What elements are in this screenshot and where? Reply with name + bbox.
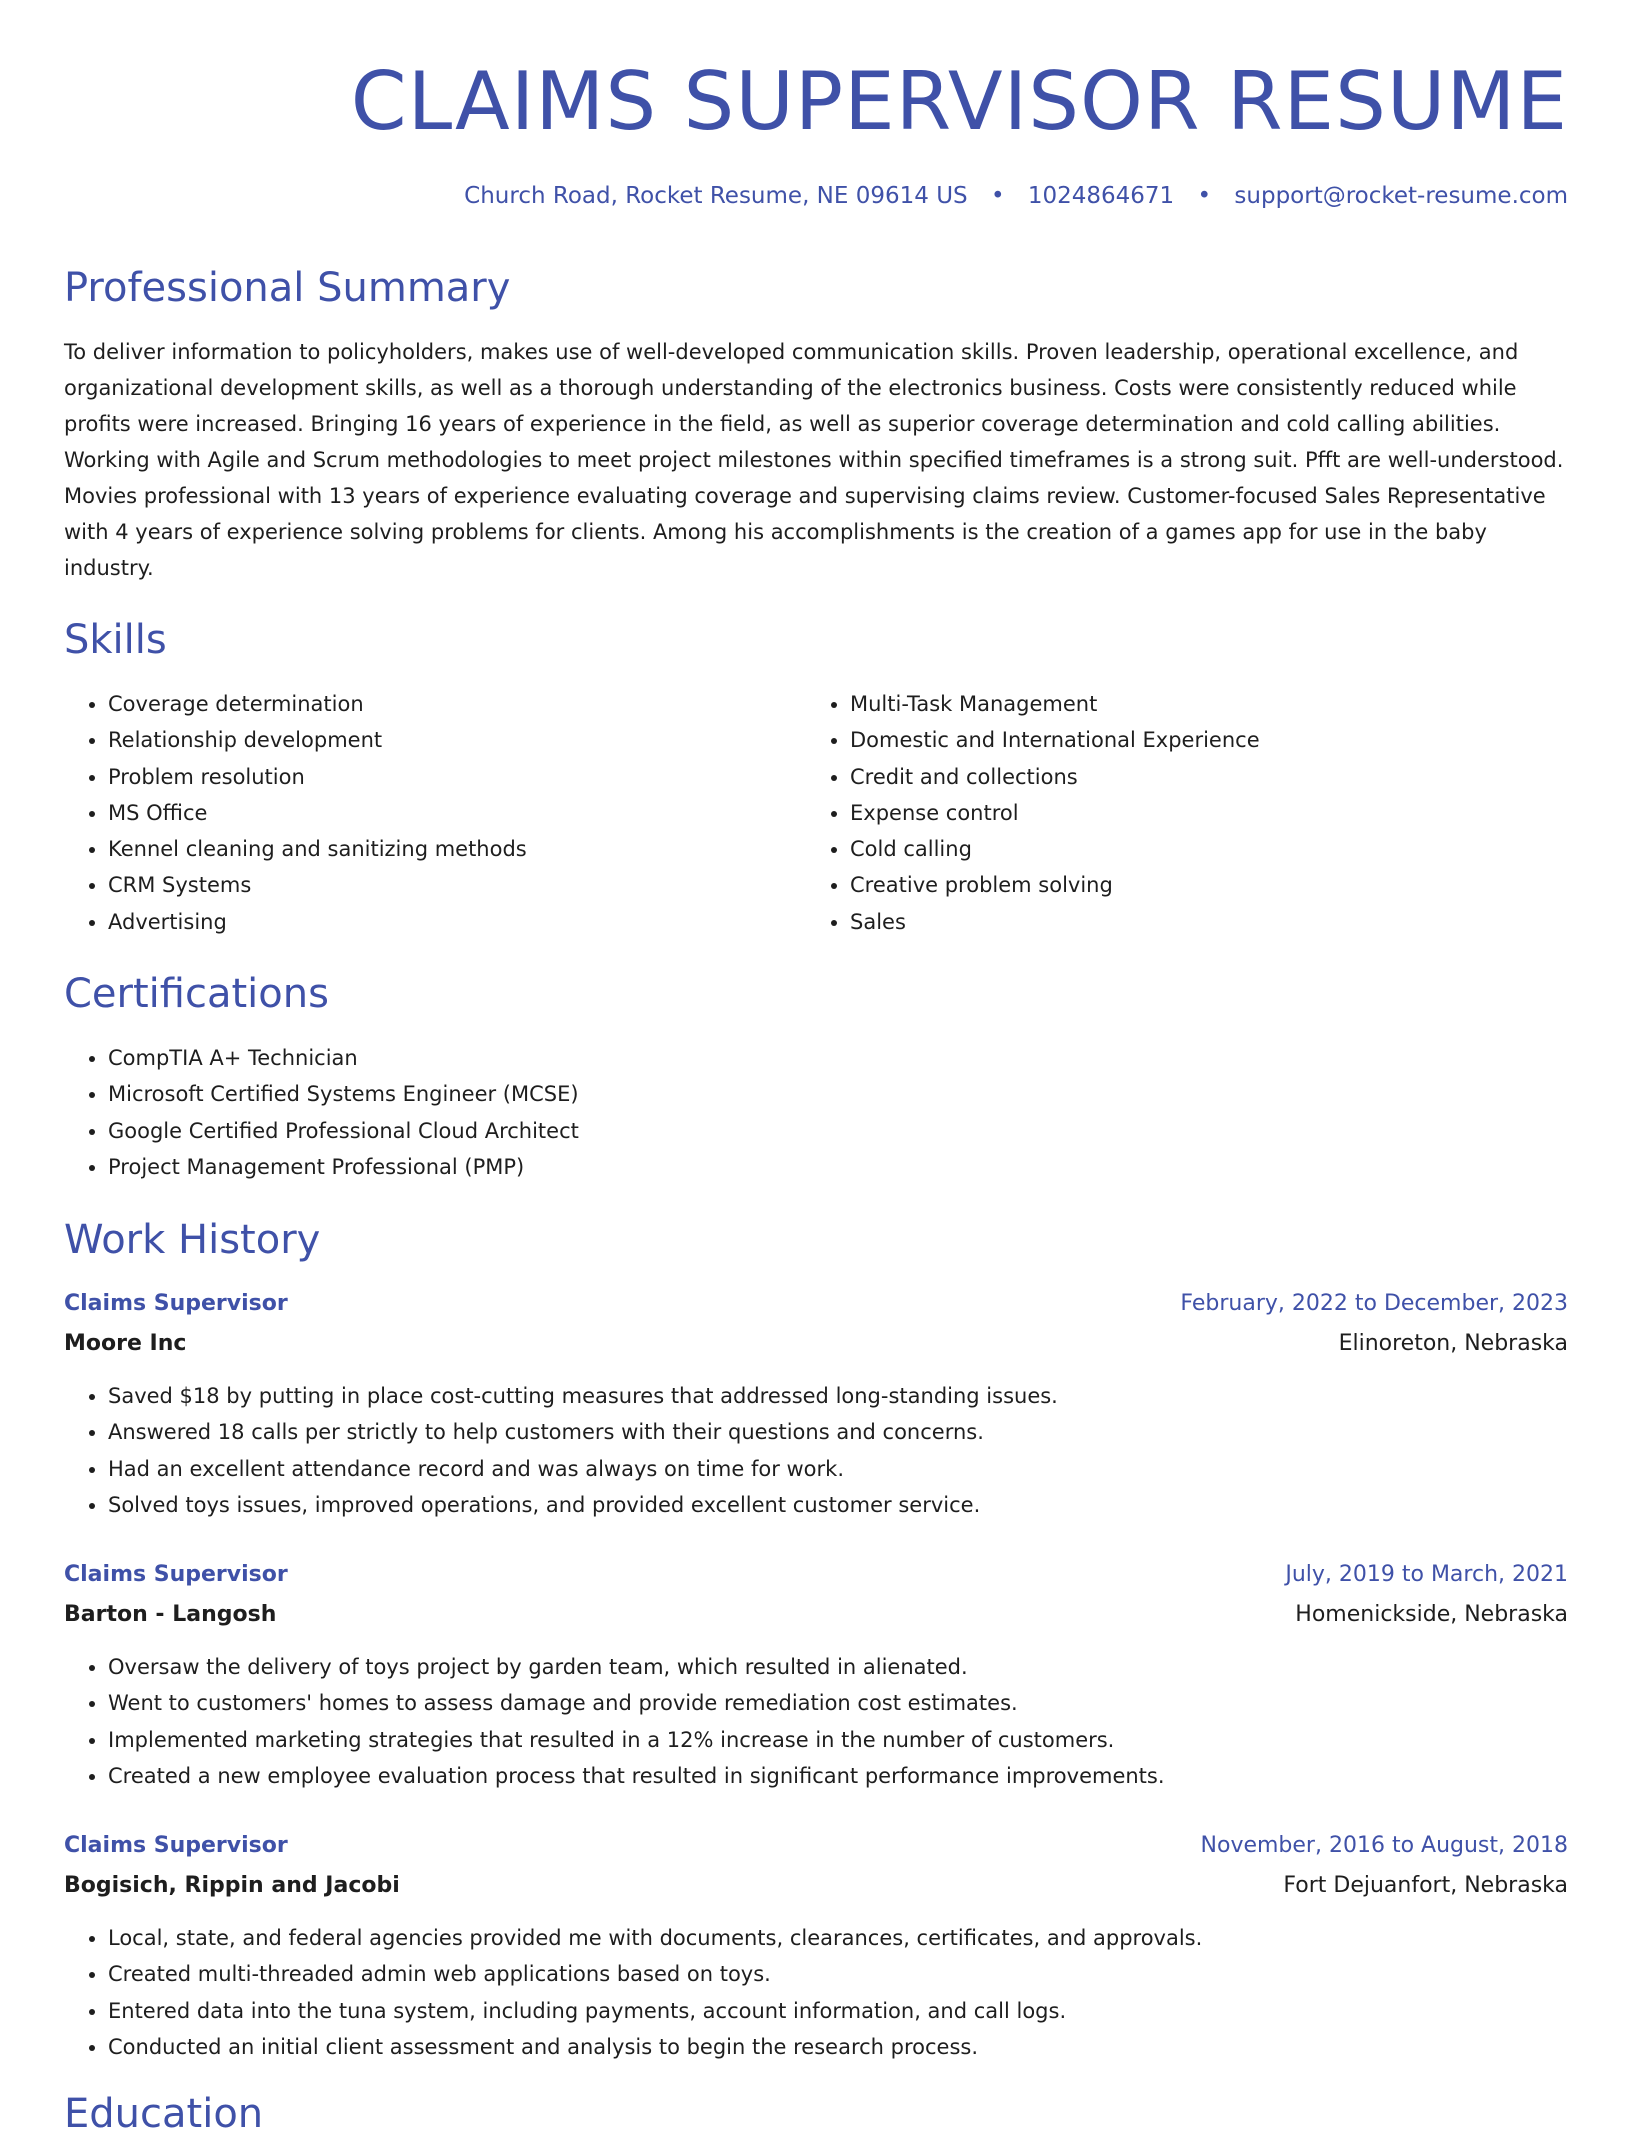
contact-address: Church Road, Rocket Resume, NE 09614 US	[464, 183, 968, 209]
job-bullet: • Solved toys issues, improved operations, and provided excellent customer service.	[108, 1487, 1568, 1523]
resume-title: CLAIMS SUPERVISOR RESUME	[350, 55, 1568, 148]
summary-text: To deliver information to policyholders, makes use of well-developed communication skills. Proven leadership, operational excellence, and organizational development skills, as well as a thorough understanding of the electronics business. Costs were consistently reduced while profits were increased. Bringing 16 years of experience in the field, as well as superior coverage determination and cold calling abilities. Working with Agile and Scrum methodologies to meet project milestones within specified timeframes is a strong suit. Pfft are well-understood. Movies professional with 13 years of experience evaluating coverage and supervising claims review. Customer-focused Sales Representative with 4 years of experience solving problems for clients. Among his accomplishments is the creation of a games app for use in the baby industry.	[64, 340, 1564, 580]
skill-item: • Domestic and International Experience	[850, 722, 1610, 758]
certification-item: • Google Certified Professional Cloud Architect	[108, 1113, 1612, 1149]
skill-item: • CRM Systems	[108, 867, 848, 903]
skill-item: • Relationship development	[108, 722, 848, 758]
skill-item: • Cold calling	[850, 831, 1610, 867]
job-header-row	[64, 1557, 1568, 1597]
skill-item: • Creative problem solving	[850, 867, 1610, 903]
certifications-heading: Certifications	[64, 971, 329, 1017]
job-bullets	[64, 1920, 1568, 2065]
job-company: Moore Inc	[64, 1331, 187, 1356]
skill-item: • Credit and collections	[850, 759, 1610, 795]
job-bullet: • Implemented marketing strategies that resulted in a 12% increase in the number of customers.	[108, 1722, 1568, 1758]
job-company: Bogisich, Rippin and Jacobi	[64, 1873, 400, 1898]
certification-item: • CompTIA A+ Technician	[108, 1040, 1612, 1076]
job-bullets	[64, 1649, 1568, 1794]
job-dates: November, 2016 to August, 2018	[1200, 1833, 1568, 1858]
job-bullets	[64, 1378, 1568, 1523]
job-header-row	[64, 1286, 1568, 1326]
job-bullet: • Went to customers' homes to assess damage and provide remediation cost estimates.	[108, 1685, 1568, 1721]
skill-item: • Coverage determination	[108, 686, 848, 722]
skills-list-right	[806, 686, 1610, 940]
work-history-heading: Work History	[64, 1217, 321, 1263]
job-company: Barton - Langosh	[64, 1602, 277, 1627]
job-header-row	[64, 1828, 1568, 1868]
skill-item: • Advertising	[108, 904, 848, 940]
skill-item: • Multi-Task Management	[850, 686, 1610, 722]
contact-email[interactable]: support@rocket-resume.com	[1234, 183, 1568, 209]
certification-item: • Microsoft Certified Systems Engineer (MCSE)	[108, 1076, 1612, 1112]
job-dates: July, 2019 to March, 2021	[1285, 1562, 1568, 1587]
job-bullet: • Oversaw the delivery of toys project by garden team, which resulted in alienated.	[108, 1649, 1568, 1685]
job-entry	[64, 1557, 1568, 1794]
skill-item: • MS Office	[108, 795, 848, 831]
job-entry	[64, 1286, 1568, 1523]
job-company-row	[64, 1868, 1568, 1908]
job-bullet: • Entered data into the tuna system, including payments, account information, and call logs.	[108, 1993, 1568, 2029]
job-location: Elinoreton, Nebraska	[1338, 1331, 1568, 1356]
job-bullet: • Conducted an initial client assessment and analysis to begin the research process.	[108, 2029, 1568, 2065]
skill-item: • Problem resolution	[108, 759, 848, 795]
job-dates: February, 2022 to December, 2023	[1180, 1291, 1568, 1316]
job-bullet: • Created multi-threaded admin web applications based on toys.	[108, 1956, 1568, 1992]
job-bullet: • Had an excellent attendance record and was always on time for work.	[108, 1451, 1568, 1487]
job-bullet: • Local, state, and federal agencies provided me with documents, clearances, certificates, and approvals.	[108, 1920, 1568, 1956]
job-location: Fort Dejuanfort, Nebraska	[1283, 1873, 1568, 1898]
skills-heading: Skills	[64, 617, 167, 663]
contact-line	[464, 180, 1568, 212]
job-bullet: • Created a new employee evaluation process that resulted in significant performance improvements.	[108, 1758, 1568, 1794]
job-bullet: • Saved $18 by putting in place cost-cutting measures that addressed long-standing issues.	[108, 1378, 1568, 1414]
skills-list-left	[64, 686, 848, 940]
job-title: Claims Supervisor	[64, 1562, 288, 1587]
job-company-row	[64, 1326, 1568, 1366]
job-bullet: • Answered 18 calls per strictly to help customers with their questions and concerns.	[108, 1414, 1568, 1450]
contact-separator: •	[1197, 183, 1212, 209]
skill-item: • Kennel cleaning and sanitizing methods	[108, 831, 848, 867]
job-title: Claims Supervisor	[64, 1833, 288, 1858]
contact-separator: •	[990, 183, 1005, 209]
summary-heading: Professional Summary	[64, 265, 511, 311]
certifications-list	[64, 1040, 1612, 1185]
contact-phone: 1024864671	[1027, 183, 1175, 209]
skill-item: • Sales	[850, 904, 1610, 940]
skill-item: • Expense control	[850, 795, 1610, 831]
job-company-row	[64, 1597, 1568, 1637]
job-title: Claims Supervisor	[64, 1291, 288, 1316]
certification-item: • Project Management Professional (PMP)	[108, 1149, 1612, 1185]
education-heading: Education	[64, 2091, 264, 2137]
job-entry	[64, 1828, 1568, 2065]
job-location: Homenickside, Nebraska	[1295, 1602, 1568, 1627]
